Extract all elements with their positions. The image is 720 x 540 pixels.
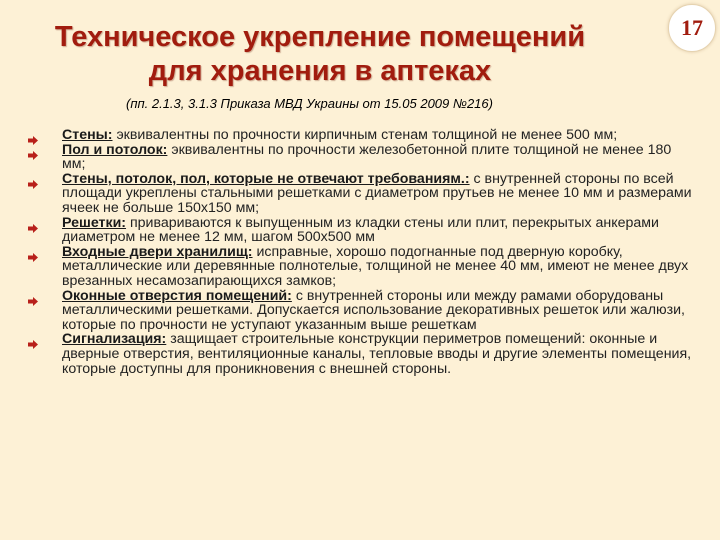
- list-item-body: с внутренней стороны по всей площади укреплены стальными решетками с диаметром прутьев не менее 10 мм и размерами ячеек не больше 150x150 мм;: [62, 170, 692, 216]
- list-item-text: [62, 332, 698, 376]
- list-item-body: привариваются к выпущенным из кладки стены или плит, перекрытых анкерами диаметром не менее 12 мм, шагом 500x500 мм: [62, 214, 659, 246]
- list-item-key: Сигнализация:: [62, 331, 167, 348]
- list-item: [28, 143, 698, 172]
- list-item-key: Решетки:: [62, 214, 127, 231]
- arrow-bullet-icon: [28, 340, 38, 349]
- list-item: [28, 216, 698, 245]
- list-item-body: с внутренней стороны или между рамами оборудованы металлическими решетками. Допускается использование декоративных решеток или жалюзи, которые по прочности не уступают указанным выше решеткам: [62, 287, 685, 333]
- list-item-text: [62, 128, 698, 143]
- list-item-body: исправные, хорошо подогнанные под дверную коробку, металлические или деревянные полнотелые, толщиной не менее 40 мм, имеют не менее двух врезанных несамозапирающихся замков;: [62, 243, 689, 289]
- list-item: [28, 289, 698, 333]
- page-number-badge: [668, 4, 716, 52]
- list-item-key: Стены, потолок, пол, которые не отвечают требованиям.:: [62, 170, 470, 187]
- list-item-body: эквивалентны по прочности кирпичным стенам толщиной не менее 500 мм;: [112, 127, 618, 143]
- list-item: [28, 172, 698, 216]
- list-item: [28, 128, 698, 143]
- arrow-bullet-icon: [28, 253, 38, 262]
- slide-title: [40, 20, 600, 88]
- list-item: [28, 245, 698, 289]
- list-item-key: Пол и потолок:: [62, 141, 168, 158]
- list-item: [28, 332, 698, 376]
- list-item-body: эквивалентны по прочности железобетонной плите толщиной не менее 180 мм;: [62, 141, 672, 173]
- list-item-key: Входные двери хранилищ:: [62, 243, 253, 260]
- list-item-text: [62, 245, 698, 289]
- list-item-text: [62, 289, 698, 333]
- list-item-key: Оконные отверстия помещений:: [62, 287, 292, 304]
- title-line-1: Техническое укрепление помещений: [54, 21, 586, 53]
- slide-subtitle: (пп. 2.1.3, 3.1.3 Приказа МВД Украины от 15.05 2009 №216): [126, 96, 493, 111]
- list-item-text: [62, 143, 698, 172]
- list-item-text: [62, 172, 698, 216]
- arrow-bullet-icon: [28, 180, 38, 189]
- list-item-key: Стены:: [62, 127, 113, 143]
- arrow-bullet-icon: [28, 151, 38, 160]
- page-number: 17: [681, 15, 703, 40]
- list-item-text: [62, 216, 698, 245]
- title-line-2: для хранения в аптеках: [148, 55, 492, 87]
- list-item-body: защищает строительные конструкции периметров помещений: оконные и дверные отверстия, вентиляционные каналы, тепловые вводы и другие элементы помещения, которые доступны для проникновения с внешней стороны.: [62, 331, 692, 377]
- arrow-bullet-icon: [28, 224, 38, 233]
- arrow-bullet-icon: [28, 297, 38, 306]
- requirements-list: [28, 128, 698, 376]
